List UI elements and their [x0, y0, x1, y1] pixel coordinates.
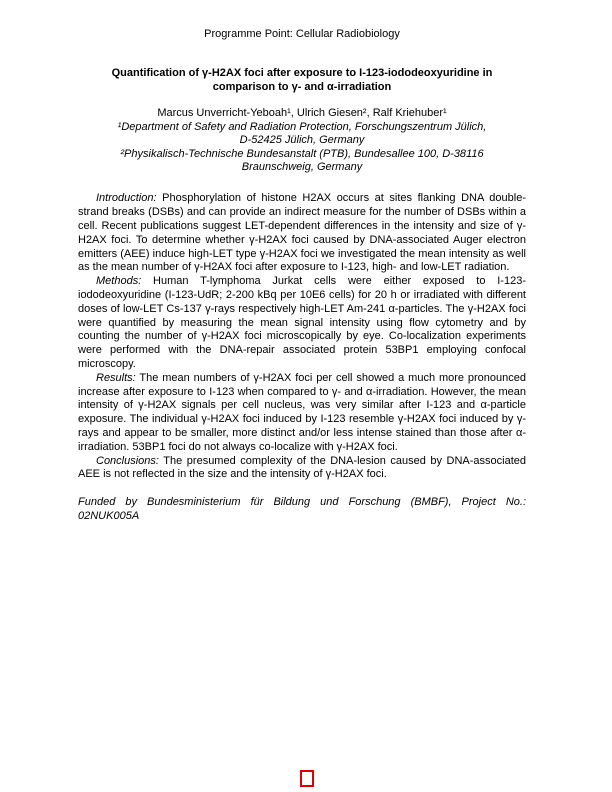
methods-text: Human T-lymphoma Jurkat cells were either exposed to I-123-iododeoxyuridine (I-123-UdR; 2-200 kBq per 10E6 cells) for 20 h or irradiated with different doses of low-LET Cs-137 γ-rays respectively high-LET Am-241 α-particles. The γ-H2AX foci were quantified by measuring the mean signal intensity using flow cytometry and by counting the number of γ-H2AX foci microscopically by eye. Co-localization experiments were performed with the DNA-repair associated protein 53BP1 employing confocal microscopy. — [78, 275, 526, 370]
paper-title-line2: comparison to γ- and α-irradiation — [212, 80, 392, 93]
paper-title — [78, 67, 526, 94]
results-text: The mean numbers of γ-H2AX foci per cell showed a much more pronounced increase after exposure to I-123 when compared to γ- and α-irradiation. However, the mean intensity of γ-H2AX signals per cell nucleus, was very similar after I-123 and α-particle exposure. The individual γ-H2AX foci induced by I-123 resemble γ-H2AX foci induced by γ-rays and appear to be smaller, more distinct and/or less intense stained than those after α-irradiation. 53BP1 foci do not always co-localize with γ-H2AX foci. — [78, 371, 526, 453]
affiliation2-line1: ²Physikalisch-Technische Bundesanstalt (PTB), Bundesallee 100, D-38116 — [120, 147, 484, 160]
paragraph-introduction — [78, 192, 526, 275]
affiliation1-line1: ¹Department of Safety and Radiation Protection, Forschungszentrum Jülich, — [117, 120, 487, 133]
programme-point-header: Programme Point: Cellular Radiobiology — [204, 28, 400, 40]
paragraph-results — [78, 372, 526, 455]
byline — [78, 107, 526, 174]
funding-line1: Funded by Bundesministerium für Bildung und Forschung (BMBF), Project No.: — [78, 496, 526, 509]
methods-label: Methods: — [96, 275, 142, 288]
results-label: Results: — [96, 371, 136, 384]
affiliation1-line2: D-52425 Jülich, Germany — [239, 134, 365, 147]
authors-line: Marcus Unverricht-Yeboah¹, Ulrich Giesen², Ralf Kriehuber¹ — [157, 107, 447, 120]
conclusions-label: Conclusions: — [96, 454, 159, 467]
paragraph-conclusions — [78, 455, 526, 483]
introduction-text: Phosphorylation of histone H2AX occurs at sites flanking DNA double-strand breaks (DSBs) and can provide an indirect measure for the number of DSBs within a cell. Recent publications suggest LET-dependent differences in the intensity and size of γ-H2AX foci. To determine whether γ-H2AX foci caused by DNA-associated Auger electron emitters (AEE) induce high-LET type γ-H2AX foci we investigated the mean intensity as well as the mean number of γ-H2AX foci after exposure to I-123, high- and low-LET radiation. — [78, 192, 526, 274]
conclusions-text: The presumed complexity of the DNA-lesion caused by DNA-associated AEE is not reflected in the size and the intensity of γ-H2AX foci. — [78, 454, 526, 481]
introduction-label: Introduction: — [96, 192, 157, 205]
red-annotation-box — [300, 770, 314, 787]
funding-note — [78, 496, 526, 524]
abstract-body — [78, 192, 526, 482]
affiliation2-line2: Braunschweig, Germany — [241, 161, 363, 174]
paper-title-line1: Quantification of γ-H2AX foci after exposure to I-123-iododeoxyuridine in — [111, 67, 493, 80]
funding-line2: 02NUK005A — [78, 509, 140, 522]
paragraph-methods — [78, 275, 526, 372]
